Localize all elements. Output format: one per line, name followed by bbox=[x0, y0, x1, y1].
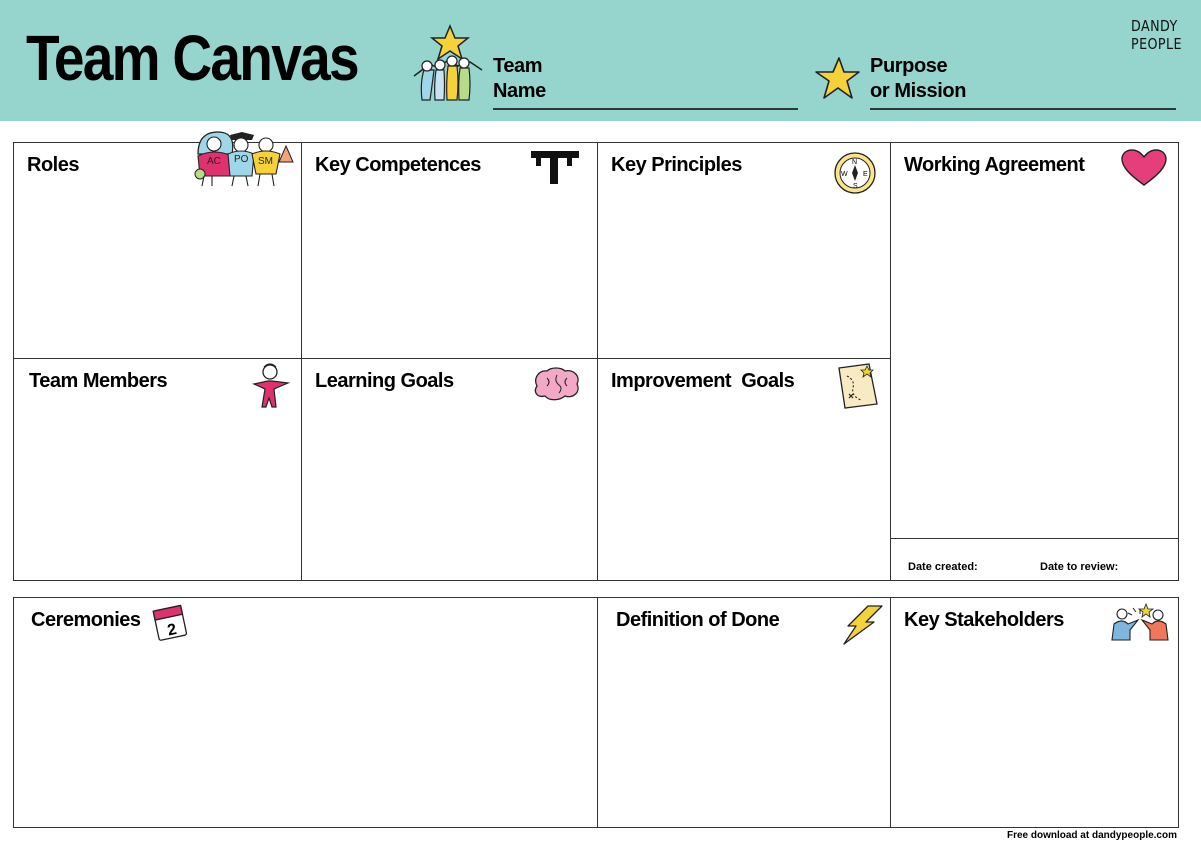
stakeholders-icon bbox=[1108, 602, 1170, 642]
purpose-field[interactable] bbox=[870, 108, 1176, 110]
star-icon bbox=[812, 56, 862, 102]
role-badge-po: PO bbox=[234, 154, 249, 165]
calendar-icon bbox=[152, 602, 190, 642]
compass-n: N bbox=[852, 159, 858, 166]
team-name-label-line1: Team bbox=[493, 55, 543, 77]
ceremonies-section[interactable] bbox=[13, 597, 598, 828]
compass-e: E bbox=[863, 171, 868, 178]
lightning-icon bbox=[838, 604, 884, 646]
team-name-field[interactable] bbox=[493, 108, 798, 110]
compass-icon bbox=[833, 151, 877, 195]
person-icon bbox=[250, 362, 294, 414]
map-icon bbox=[835, 362, 881, 410]
role-badge-sm: SM bbox=[258, 156, 273, 167]
date-divider bbox=[891, 538, 1178, 539]
purpose-label bbox=[870, 54, 966, 104]
key-stakeholders-title: Key Stakeholders bbox=[904, 609, 1064, 631]
brand-line1: DANDY bbox=[1131, 17, 1178, 35]
date-review-label: Date to review: bbox=[1040, 561, 1119, 573]
roles-title: Roles bbox=[27, 154, 79, 176]
purpose-label-line2: or Mission bbox=[870, 80, 967, 102]
t-shape-icon bbox=[530, 150, 580, 186]
learning-goals-title: Learning Goals bbox=[315, 370, 454, 392]
purpose-label-line1: Purpose bbox=[870, 55, 948, 77]
key-competences-title: Key Competences bbox=[315, 154, 481, 176]
team-star-icon bbox=[408, 24, 488, 104]
brand-line2: PEOPLE bbox=[1131, 35, 1182, 53]
calendar-day: 2 bbox=[165, 621, 179, 640]
working-agreement-section[interactable] bbox=[890, 142, 1179, 581]
brand-logo bbox=[1131, 17, 1182, 53]
team-name-label bbox=[493, 54, 546, 104]
page-title: Team Canvas bbox=[26, 22, 358, 94]
team-name-label-line2: Name bbox=[493, 80, 546, 102]
date-created-label: Date created: bbox=[908, 561, 978, 573]
key-principles-title: Key Principles bbox=[611, 154, 742, 176]
working-agreement-title: Working Agreement bbox=[904, 154, 1085, 176]
footer-download-link[interactable]: Free download at dandypeople.com bbox=[1006, 830, 1177, 841]
ceremonies-title: Ceremonies bbox=[31, 609, 141, 631]
compass-s: S bbox=[853, 183, 858, 190]
team-roles-icon bbox=[190, 126, 298, 188]
role-badge-ac: AC bbox=[207, 156, 221, 167]
improvement-goals-title: Improvement Goals bbox=[611, 370, 795, 392]
compass-w: W bbox=[841, 171, 848, 178]
brain-icon bbox=[531, 366, 583, 402]
team-members-title: Team Members bbox=[29, 370, 168, 392]
heart-icon bbox=[1120, 149, 1168, 187]
definition-of-done-title: Definition of Done bbox=[616, 609, 780, 631]
